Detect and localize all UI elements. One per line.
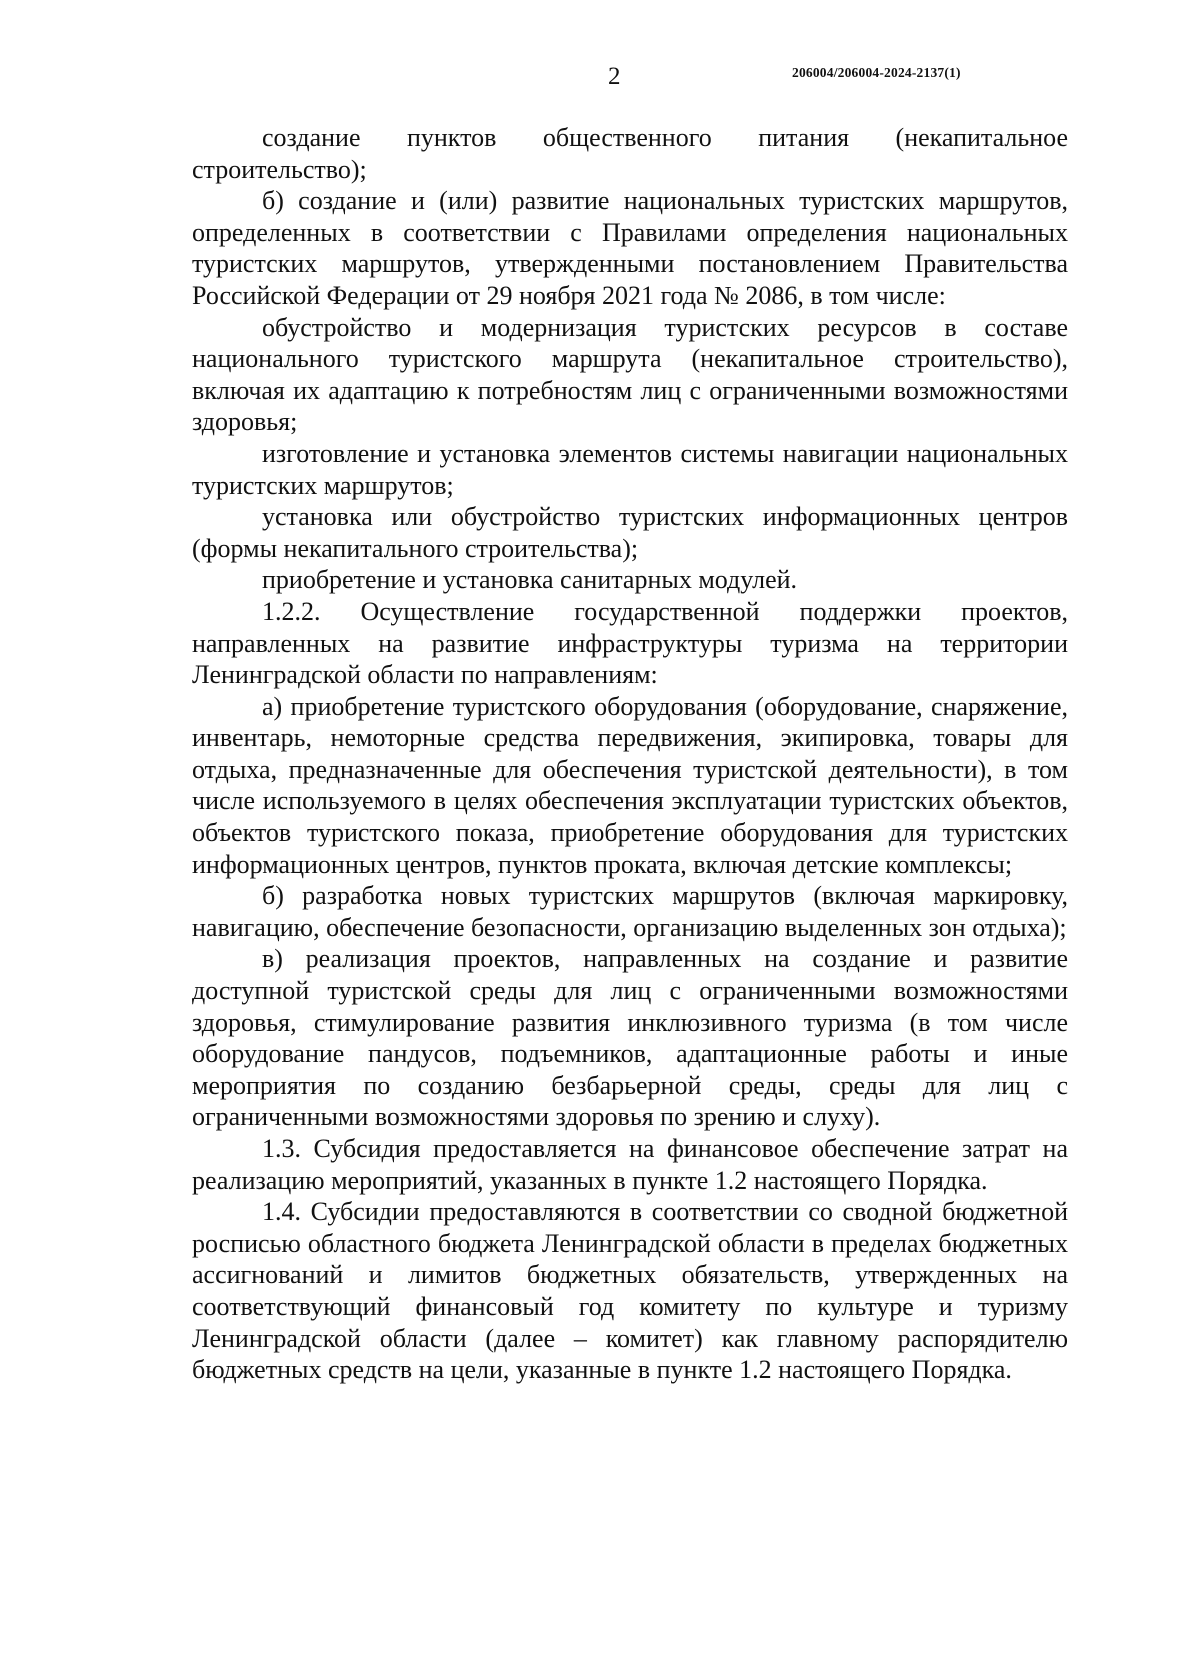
paragraph: а) приобретение туристского оборудования (оборудование, снаряжение, инвентарь, немоторные средства передвижения, экипировка, товары для отдыха, предназначенные для обеспечения туристской деятельности), в том числе используемого в целях обеспечения эксплуатации туристских объектов, объектов туристского показа, приобретение оборудования для туристских информационных центров, пунктов проката, включая детские комплексы; xyxy=(192,691,1068,879)
paragraph: изготовление и установка элементов системы навигации национальных туристских маршрутов; xyxy=(192,438,1068,500)
paragraph: приобретение и установка санитарных модулей. xyxy=(262,565,798,595)
paragraph: установка или обустройство туристских информационных центров (формы некапитального строительства); xyxy=(192,502,1068,563)
paragraph: обустройство и модернизация туристских ресурсов в составе национального туристского маршрута (некапитальное строительство), включая их адаптацию к потребностям лиц с ограниченными возможностями здоровья; xyxy=(192,312,1068,437)
paragraph: 1.3. Субсидия предоставляется на финансовое обеспечение затрат на реализацию мероприятий, указанных в пункте 1.2 настоящего Порядка. xyxy=(192,1134,1068,1195)
paragraph: создание пунктов общественного питания (некапитальное строительство); xyxy=(192,123,1068,184)
document-id: 206004/206004-2024-2137(1) xyxy=(792,65,961,80)
document-body xyxy=(192,122,1068,1386)
paragraph: 1.2.2. Осуществление государственной поддержки проектов, направленных на развитие инфраструктуры туризма на территории Ленинградской области по направлениям: xyxy=(192,596,1068,690)
paragraph: б) разработка новых туристских маршрутов (включая маркировку, навигацию, обеспечение безопасности, организацию выделенных зон отдыха); xyxy=(192,881,1068,942)
paragraph: 1.4. Субсидии предоставляются в соответствии со сводной бюджетной росписью областного бюджета Ленинградской области в пределах бюджетных ассигнований и лимитов бюджетных обязательств, утвержденных на соответствующий финансовый год комитету по культуре и туризму Ленинградской области (далее – комитет) как главному распорядителю бюджетных средств на цели, указанные в пункте 1.2 настоящего Порядка. xyxy=(192,1197,1068,1385)
paragraph: б) создание и (или) развитие национальных туристских маршрутов, определенных в соответствии с Правилами определения национальных туристских маршрутов, утвержденными постановлением Правительства Российской Федерации от 29 ноября 2021 года № 2086, в том числе: xyxy=(192,186,1068,310)
page-number: 2 xyxy=(608,63,621,90)
paragraph: в) реализация проектов, направленных на создание и развитие доступной туристской среды для лиц с ограниченными возможностями здоровья, стимулирование развития инклюзивного туризма (в том числе оборудование пандусов, подъемников, адаптационные работы и иные мероприятия по созданию безбарьерной среды, среды для лиц с ограниченными возможностями здоровья по зрению и слуху). xyxy=(192,944,1068,1132)
